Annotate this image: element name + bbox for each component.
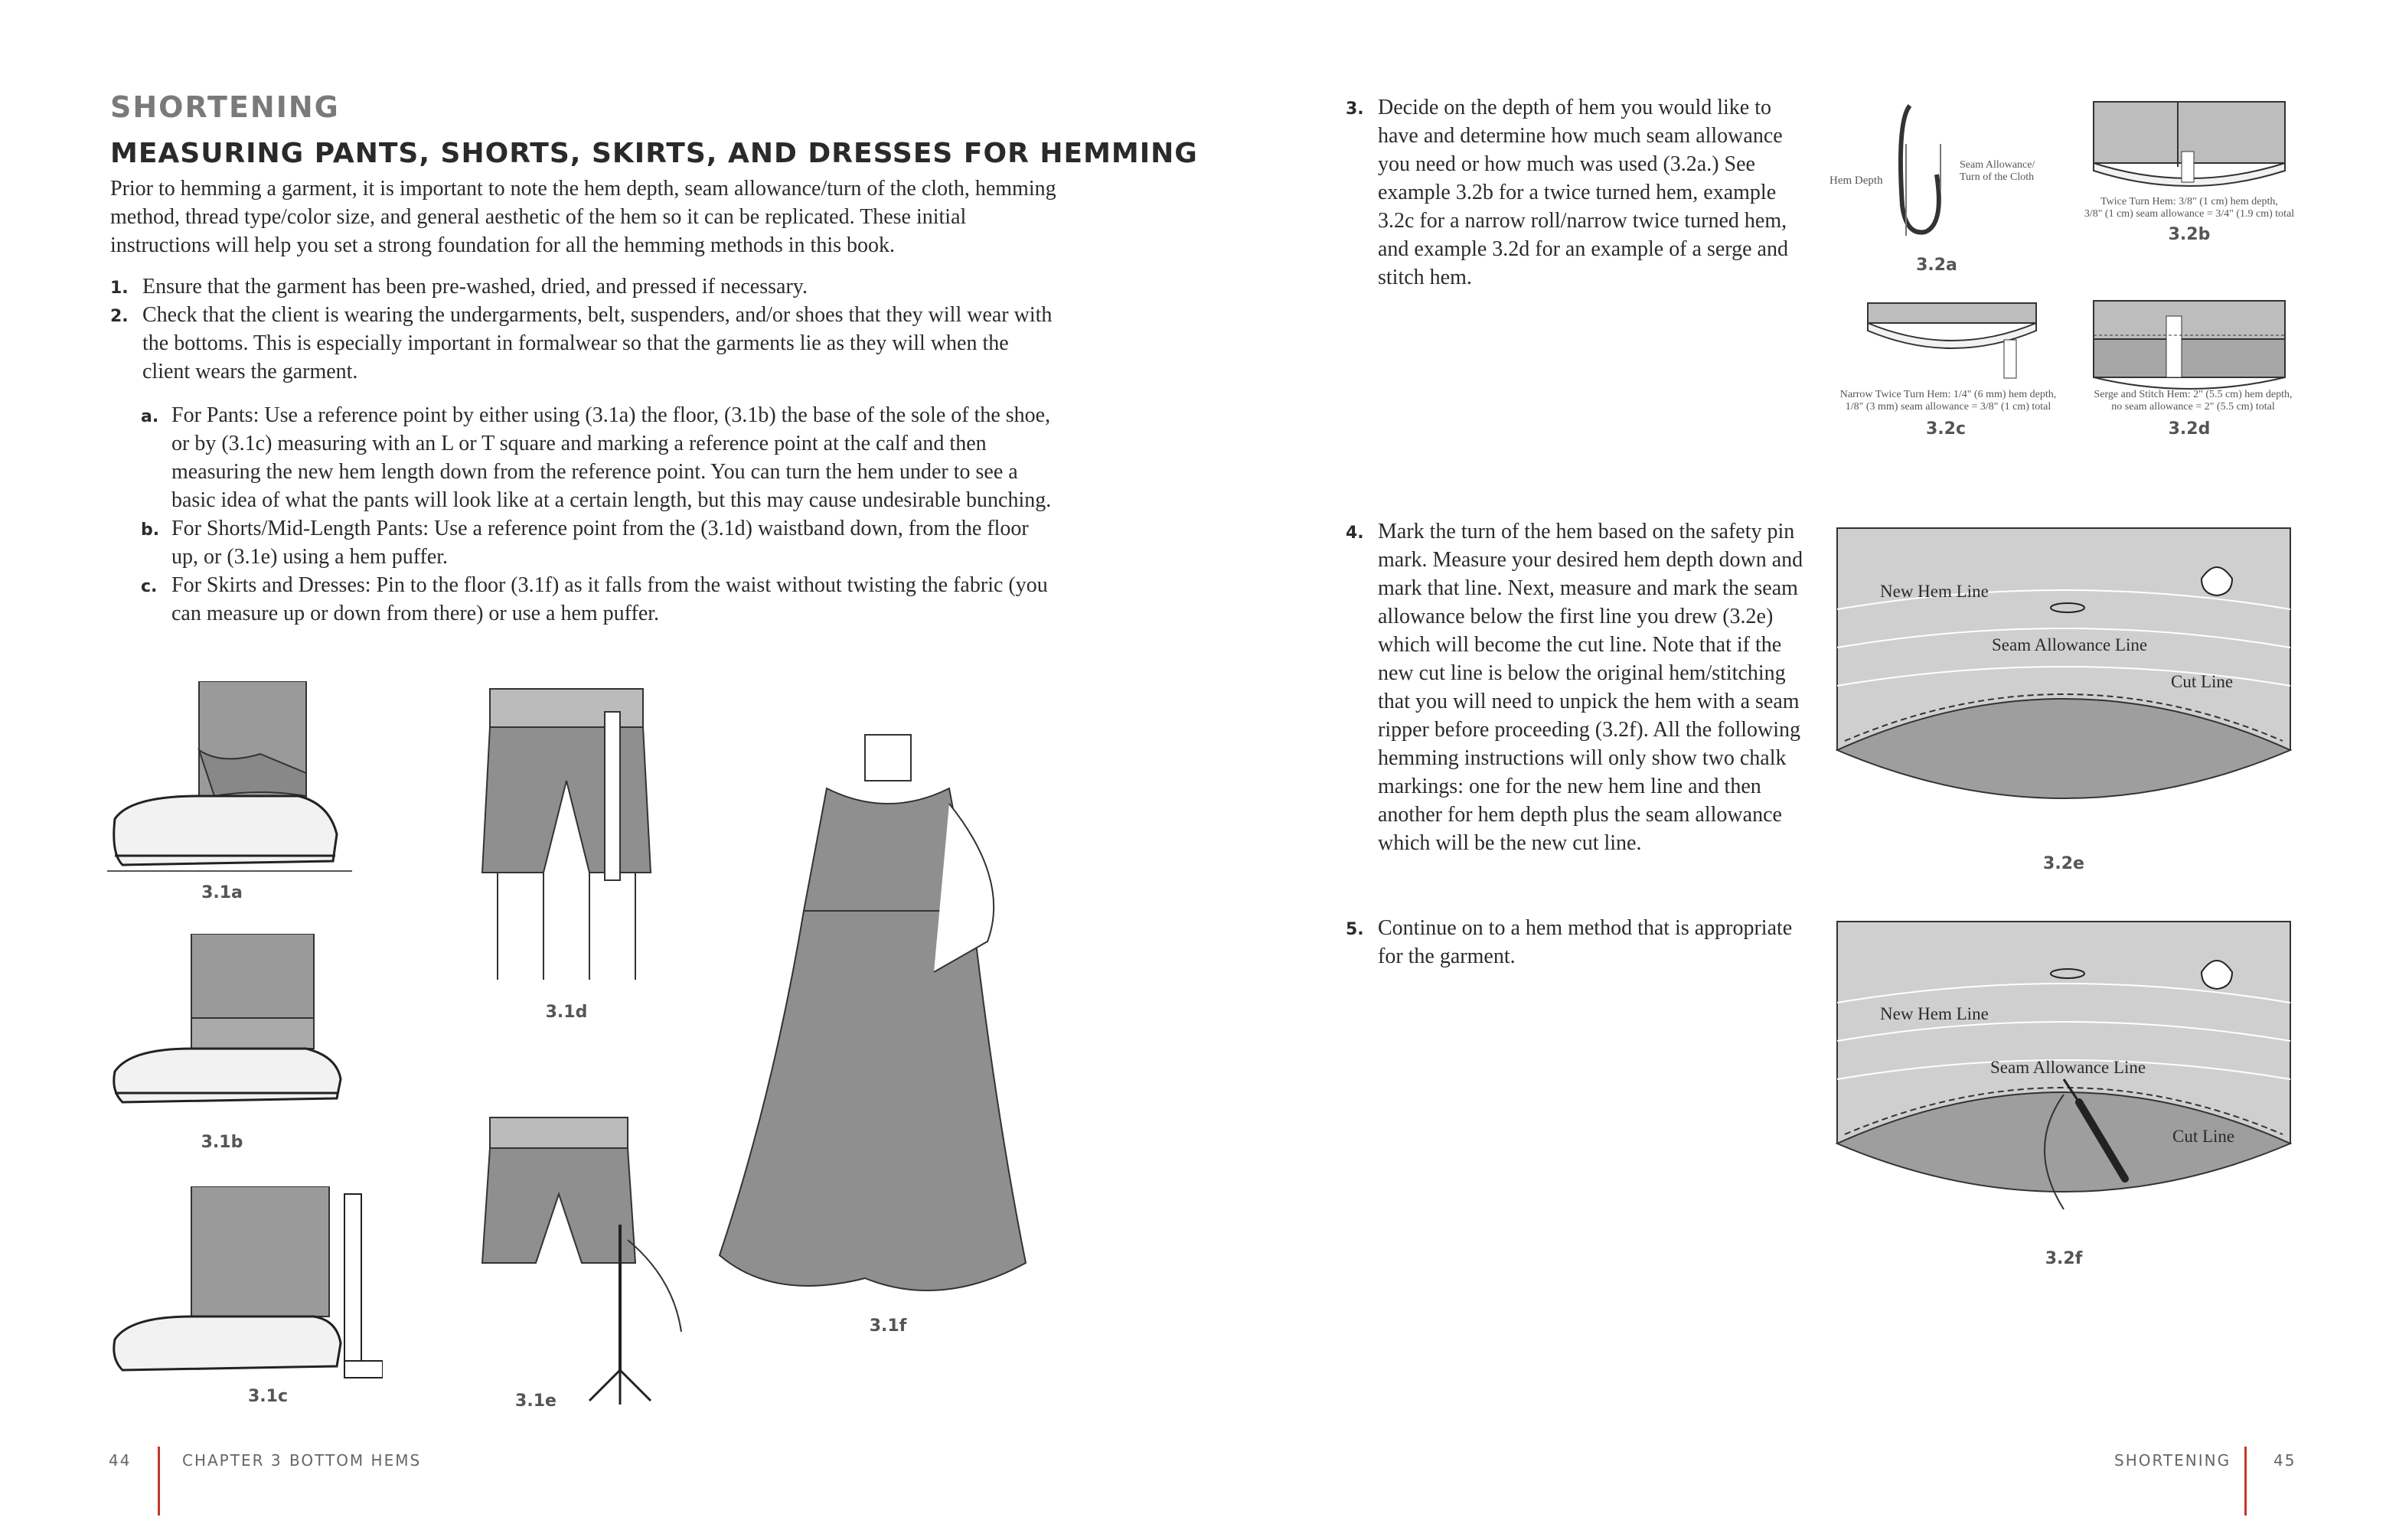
- figure-3-1f-illustration: [712, 727, 1033, 1309]
- figure-label-3-1f: 3.1f: [869, 1317, 907, 1336]
- footer-chapter-title: BOTTOM HEMS: [289, 1451, 422, 1470]
- figure-3-1c-illustration: [107, 1186, 383, 1385]
- figure-label-3-1b: 3.1b: [201, 1133, 243, 1152]
- list-item: b. For Shorts/Mid-Length Pants: Use a reference point from the (3.1d) waistband down, from the floor up, or (3.1e) using a hem puffer.: [141, 517, 1029, 569]
- list-item: 2. Check that the client is wearing the undergarments, belt, suspenders, and/or shoes that they will wear with the bottoms. This is especially important in formalwear so that the garments lie as they will when the client wears the garment.: [110, 303, 1053, 383]
- figure-label-3-1a: 3.1a: [201, 883, 243, 902]
- list-item: a. For Pants: Use a reference point by either using (3.1a) the floor, (3.1b) the base of the sole of the shoe, or by (3.1c) measuring with an L or T square and marking a reference point at the calf and then measuring the new hem length down from the reference point. You can turn the hem under to see a basic idea of what the pants will look like at a certain length, but this may cause undesirable bunching.: [141, 403, 1052, 512]
- caption-3-2b-2: 3/8" (1 cm) seam allowance = 3/4" (1.9 cm) total: [2084, 208, 2295, 220]
- figure-3-2c-illustration: [1860, 297, 2044, 389]
- figure-3-2b-illustration: [2090, 98, 2289, 197]
- page-number-left: 44: [109, 1451, 132, 1470]
- list-item: 4. Mark the turn of the hem based on the safety pin mark. Measure your desired hem depth down and mark that line. Next, measure and mark the seam allowance below the first line you drew (3.2e) which will become the cut line. Note that if the new cut line is below the original hem/stitching that you will need to unpick the hem with a seam ripper before proceeding (3.2f). All the following hemming instructions will only show two chalk markings: one for the new hem line and then another for hem depth plus the seam allowance which will be the new cut line.: [1346, 520, 1803, 855]
- list-item: 3. Decide on the depth of hem you would like to have and determine how much seam allowance you need or how much was used (3.2a.) See example 3.2b for a twice turned hem, example 3.2c for a narrow roll/narrow twice turned hem, and example 3.2d for an example of a serge and stitch hem.: [1346, 96, 1788, 289]
- step-4: [1346, 517, 1805, 857]
- figure-label-3-2b: 3.2b: [2168, 225, 2211, 244]
- footer-chapter: CHAPTER 3: [182, 1451, 282, 1470]
- figure-label-3-2a: 3.2a: [1916, 256, 1957, 275]
- label-3-2f-cut-line: Cut Line: [2172, 1127, 2235, 1146]
- label-3-2e-seam-allowance-line: Seam Allowance Line: [1992, 635, 2148, 654]
- figure-3-1a-illustration: [107, 681, 352, 880]
- page-subtitle: MEASURING PANTS, SHORTS, SKIRTS, AND DRESSES FOR HEMMING: [110, 138, 1198, 169]
- figure-label-3-1d: 3.1d: [545, 1003, 588, 1022]
- caption-3-2b-1: Twice Turn Hem: 3/8" (1 cm) hem depth,: [2100, 196, 2278, 207]
- steps-list-left: [110, 272, 1059, 386]
- page-number-right: 45: [2273, 1451, 2296, 1470]
- figure-3-1e-illustration: [475, 1110, 704, 1408]
- label-seam-allowance-1: Seam Allowance/: [1960, 159, 2035, 171]
- section-title: SHORTENING: [110, 90, 340, 124]
- list-item: 1. Ensure that the garment has been pre-washed, dried, and pressed if necessary.: [110, 275, 808, 299]
- step-5: [1346, 914, 1805, 971]
- caption-3-2c-1: Narrow Twice Turn Hem: 1/4" (6 mm) hem depth,: [1839, 389, 2057, 400]
- caption-3-2d-2: no seam allowance = 2" (5.5 cm) total: [2111, 401, 2275, 413]
- label-3-2e-cut-line: Cut Line: [2171, 672, 2234, 691]
- substeps-list: [141, 401, 1059, 628]
- list-item: 5. Continue on to a hem method that is appropriate for the garment.: [1346, 916, 1793, 968]
- figure-label-3-1e: 3.1e: [515, 1392, 557, 1411]
- footer-rule-right: [2244, 1447, 2247, 1516]
- figure-3-2e-illustration: [1834, 525, 2293, 816]
- caption-3-2c-2: 1/8" (3 mm) seam allowance = 3/8" (1 cm) total: [1845, 401, 2051, 413]
- footer-section-title: SHORTENING: [2114, 1451, 2231, 1470]
- list-item: c. For Skirts and Dresses: Pin to the floor (3.1f) as it falls from the waist without twisting the fabric (you can measure up or down from there) or use a hem puffer.: [141, 573, 1048, 625]
- figure-label-3-2e: 3.2e: [2043, 854, 2084, 873]
- label-3-2f-seam-allowance-line: Seam Allowance Line: [1990, 1058, 2146, 1077]
- footer-rule-left: [158, 1447, 160, 1516]
- caption-3-2d-1: Serge and Stitch Hem: 2" (5.5 cm) hem depth,: [2094, 389, 2293, 400]
- figure-label-3-2c: 3.2c: [1925, 419, 1966, 439]
- figure-3-2d-illustration: [2090, 297, 2289, 396]
- label-hem-depth: Hem Depth: [1829, 175, 1883, 187]
- label-3-2e-new-hem-line: New Hem Line: [1880, 582, 1989, 601]
- label-seam-allowance-2: Turn of the Cloth: [1960, 171, 2035, 183]
- label-3-2f-new-hem-line: New Hem Line: [1880, 1004, 1989, 1023]
- step-3: [1346, 93, 1805, 292]
- figure-label-3-2d: 3.2d: [2168, 419, 2211, 439]
- figure-3-1d-illustration: [475, 681, 658, 987]
- figure-label-3-1c: 3.1c: [247, 1387, 288, 1406]
- intro-paragraph: Prior to hemming a garment, it is important to note the hem depth, seam allowance/turn of the cloth, hemming method, thread type/color size, and general aesthetic of the hem so it can be replicated. These initial instructions will help you set a strong foundation for all the hemming methods in this book.: [110, 177, 1056, 257]
- figure-3-1b-illustration: [107, 934, 352, 1117]
- figure-label-3-2f: 3.2f: [2045, 1249, 2083, 1268]
